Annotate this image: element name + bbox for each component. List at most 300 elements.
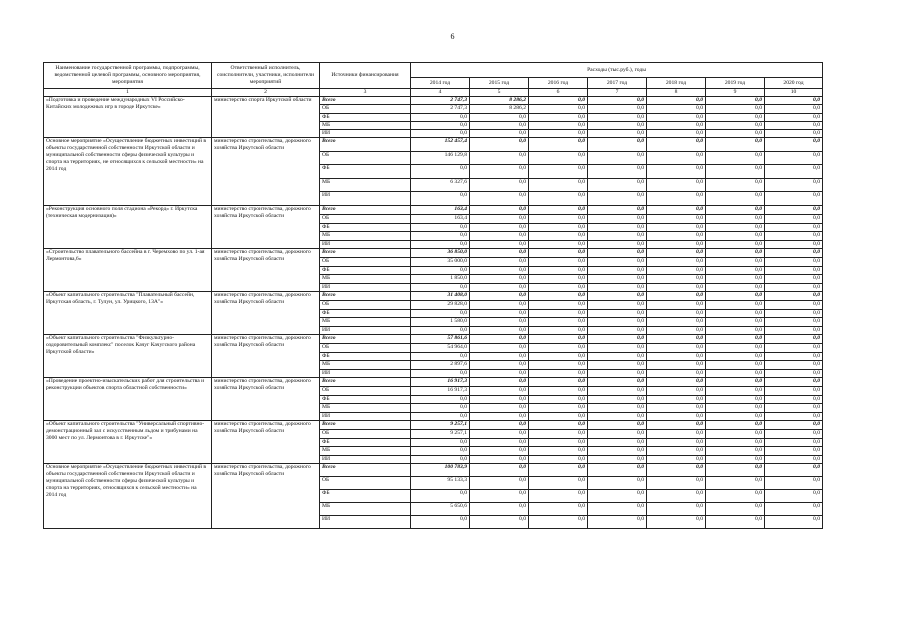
amount-cell: 0,0	[765, 165, 823, 179]
amount-cell: 0,0	[588, 241, 647, 249]
amount-cell: 0,0	[706, 387, 765, 396]
amount-cell: 54 964,0	[411, 344, 470, 353]
amount-cell: 0,0	[647, 192, 706, 206]
amount-cell: 0,0	[647, 335, 706, 344]
amount-cell: 0,0	[529, 105, 588, 114]
amount-cell: 1 580,0	[411, 318, 470, 327]
financing-source-cell: ОБ	[320, 105, 411, 114]
amount-cell: 0,0	[529, 241, 588, 249]
amount-cell: 0,0	[765, 258, 823, 267]
financing-source-cell: ОБ	[320, 258, 411, 267]
executor-cell: министерство строительства, дорожного хозяйства Иркутской области	[212, 464, 320, 529]
amount-cell: 0,0	[765, 318, 823, 327]
amount-cell: 0,0	[647, 439, 706, 447]
amount-cell: 0,0	[529, 284, 588, 292]
amount-cell: 0,0	[529, 258, 588, 267]
financing-source-cell: ОБ	[320, 387, 411, 396]
amount-cell: 0,0	[411, 404, 470, 413]
amount-cell: 0,0	[529, 114, 588, 122]
amount-cell: 0,0	[470, 301, 529, 310]
amount-cell: 6 327,6	[411, 179, 470, 192]
amount-cell: 0,0	[411, 516, 470, 529]
amount-cell: 0,0	[647, 516, 706, 529]
amount-cell: 0,0	[529, 404, 588, 413]
amount-cell: 0,0	[706, 114, 765, 122]
amount-cell: 0,0	[647, 378, 706, 387]
amount-cell: 0,0	[706, 275, 765, 284]
amount-cell: 0,0	[588, 370, 647, 378]
amount-cell: 0,0	[647, 275, 706, 284]
financing-source-cell: ИИ	[320, 516, 411, 529]
amount-cell: 0,0	[470, 361, 529, 370]
amount-cell: 0,0	[647, 490, 706, 503]
executor-cell: министерство строительства, дорожного хозяйства Иркутской области	[212, 335, 320, 378]
financing-source-cell: ОБ	[320, 430, 411, 439]
amount-cell: 0,0	[647, 215, 706, 224]
amount-cell: 1 850,0	[411, 275, 470, 284]
amount-cell: 0,0	[470, 327, 529, 335]
amount-cell: 0,0	[470, 490, 529, 503]
financing-source-cell: Всего	[320, 464, 411, 477]
financing-source-cell: Всего	[320, 421, 411, 430]
financing-source-cell: ОБ	[320, 477, 411, 490]
amount-cell: 0,0	[470, 318, 529, 327]
amount-cell: 0,0	[529, 179, 588, 192]
amount-cell: 0,0	[706, 378, 765, 387]
amount-cell: 0,0	[647, 179, 706, 192]
amount-cell: 0,0	[529, 387, 588, 396]
amount-cell: 0,0	[706, 335, 765, 344]
amount-cell: 0,0	[706, 464, 765, 477]
amount-cell: 0,0	[647, 249, 706, 258]
amount-cell: 0,0	[765, 464, 823, 477]
amount-cell: 0,0	[588, 122, 647, 130]
amount-cell: 0,0	[765, 503, 823, 516]
amount-cell: 0,0	[706, 430, 765, 439]
financing-source-cell: МБ	[320, 503, 411, 516]
executor-cell: министерство строительства, дорожного хозяйства Иркутской области	[212, 378, 320, 421]
amount-cell: 0,0	[470, 353, 529, 361]
header-year: 2015 год	[470, 78, 529, 89]
financing-source-cell: МБ	[320, 318, 411, 327]
amount-cell: 0,0	[411, 490, 470, 503]
amount-cell: 0,0	[647, 361, 706, 370]
financing-source-cell: МБ	[320, 179, 411, 192]
financing-source-cell: МБ	[320, 447, 411, 456]
amount-cell: 0,0	[647, 370, 706, 378]
amount-cell: 0,0	[765, 292, 823, 301]
amount-cell: 0,0	[588, 327, 647, 335]
column-number: 4	[411, 89, 470, 97]
amount-cell: 0,0	[765, 516, 823, 529]
financing-source-cell: ФБ	[320, 439, 411, 447]
amount-cell: 0,0	[706, 292, 765, 301]
amount-cell: 0,0	[765, 430, 823, 439]
amount-cell: 0,0	[470, 122, 529, 130]
amount-cell: 0,0	[706, 327, 765, 335]
amount-cell: 0,0	[411, 224, 470, 232]
header-year: 2020 год	[765, 78, 823, 89]
amount-cell: 8 286,2	[470, 97, 529, 105]
amount-cell: 0,0	[706, 310, 765, 318]
amount-cell: 0,0	[588, 114, 647, 122]
amount-cell: 0,0	[706, 421, 765, 430]
amount-cell: 0,0	[765, 152, 823, 165]
amount-cell: 0,0	[470, 138, 529, 152]
program-name-cell: «Объект капитального строительства "Физкультурно-оздоровительный комплекс" поселок Качуг Качугского района Иркутской области»	[44, 335, 212, 378]
amount-cell: 57 861,6	[411, 335, 470, 344]
amount-cell: 0,0	[470, 439, 529, 447]
financing-source-cell: Всего	[320, 97, 411, 105]
amount-cell: 0,0	[588, 503, 647, 516]
program-name-cell: «Объект капитального строительства "Универсальный спортивно-демонстрационный зал с искусственным льдом и трибунами на 3000 мест по ул. Лермонтова в г. Иркутске"»	[44, 421, 212, 464]
executor-cell: министерство спорта Иркутской области	[212, 97, 320, 138]
header-executor: Ответственный исполнитель, соисполнители, участники, исполнители мероприятий	[212, 63, 320, 89]
header-row	[44, 63, 823, 78]
amount-cell: 0,0	[706, 152, 765, 165]
amount-cell: 0,0	[647, 130, 706, 138]
amount-cell: 0,0	[588, 97, 647, 105]
header-program-name: Наименование государственной программы, подпрограммы, ведомственной целевой программы, основного мероприятия, мероприятия	[44, 63, 212, 89]
amount-cell: 0,0	[647, 327, 706, 335]
executor-cell: министерство строительства, дорожного хозяйства Иркутской области	[212, 138, 320, 206]
table-row	[44, 138, 823, 152]
amount-cell: 0,0	[470, 206, 529, 215]
amount-cell: 0,0	[411, 310, 470, 318]
amount-cell: 0,0	[647, 344, 706, 353]
amount-cell: 0,0	[765, 224, 823, 232]
amount-cell: 0,0	[529, 275, 588, 284]
amount-cell: 0,0	[411, 396, 470, 404]
amount-cell: 0,0	[647, 503, 706, 516]
amount-cell: 0,0	[529, 152, 588, 165]
amount-cell: 0,0	[706, 206, 765, 215]
amount-cell: 0,0	[765, 456, 823, 464]
amount-cell: 0,0	[529, 464, 588, 477]
financing-source-cell: Всего	[320, 138, 411, 152]
amount-cell: 0,0	[588, 490, 647, 503]
amount-cell: 0,0	[765, 327, 823, 335]
amount-cell: 0,0	[588, 258, 647, 267]
amount-cell: 16 917,3	[411, 378, 470, 387]
financing-source-cell: МБ	[320, 275, 411, 284]
amount-cell: 0,0	[706, 516, 765, 529]
amount-cell: 0,0	[706, 224, 765, 232]
amount-cell: 0,0	[470, 267, 529, 275]
amount-cell: 0,0	[588, 310, 647, 318]
amount-cell: 0,0	[588, 421, 647, 430]
amount-cell: 0,0	[647, 447, 706, 456]
amount-cell: 0,0	[411, 165, 470, 179]
amount-cell: 0,0	[411, 327, 470, 335]
table-row	[44, 421, 823, 430]
financing-source-cell: ОБ	[320, 215, 411, 224]
column-number: 7	[588, 89, 647, 97]
amount-cell: 0,0	[470, 370, 529, 378]
amount-cell: 0,0	[647, 206, 706, 215]
amount-cell: 0,0	[765, 370, 823, 378]
amount-cell: 0,0	[706, 447, 765, 456]
amount-cell: 0,0	[470, 464, 529, 477]
amount-cell: 0,0	[588, 105, 647, 114]
financing-source-cell: Всего	[320, 292, 411, 301]
executor-cell: министерство строительства, дорожного хозяйства Иркутской области	[212, 206, 320, 249]
column-number: 2	[212, 89, 320, 97]
amount-cell: 0,0	[470, 249, 529, 258]
amount-cell: 0,0	[647, 464, 706, 477]
amount-cell: 0,0	[470, 275, 529, 284]
executor-cell: министерство строительства, дорожного хозяйства Иркутской области	[212, 421, 320, 464]
program-name-cell: Основное мероприятие «Осуществление бюджетных инвестиций в объекты государственной собственности Иркутской области и муниципальной собственности сферы физической культуры и спорта на территориях, не относящихся к сельской местности» на 2014 год	[44, 138, 212, 206]
amount-cell: 0,0	[411, 114, 470, 122]
amount-cell: 0,0	[529, 301, 588, 310]
amount-cell: 5 650,6	[411, 503, 470, 516]
amount-cell: 0,0	[706, 439, 765, 447]
amount-cell: 0,0	[765, 344, 823, 353]
amount-cell: 0,0	[470, 192, 529, 206]
column-number: 6	[529, 89, 588, 97]
financing-source-cell: ИИ	[320, 413, 411, 421]
amount-cell: 0,0	[765, 206, 823, 215]
financing-source-cell: МБ	[320, 361, 411, 370]
amount-cell: 0,0	[765, 215, 823, 224]
amount-cell: 0,0	[588, 361, 647, 370]
financing-source-cell: Всего	[320, 335, 411, 344]
amount-cell: 0,0	[765, 421, 823, 430]
amount-cell: 0,0	[411, 353, 470, 361]
amount-cell: 0,0	[765, 192, 823, 206]
amount-cell: 0,0	[529, 361, 588, 370]
amount-cell: 0,0	[470, 310, 529, 318]
amount-cell: 0,0	[529, 122, 588, 130]
amount-cell: 0,0	[765, 310, 823, 318]
amount-cell: 0,0	[765, 138, 823, 152]
amount-cell: 0,0	[588, 447, 647, 456]
financing-source-cell: ФБ	[320, 165, 411, 179]
amount-cell: 0,0	[588, 318, 647, 327]
amount-cell: 0,0	[647, 387, 706, 396]
column-number: 8	[647, 89, 706, 97]
amount-cell: 0,0	[588, 138, 647, 152]
amount-cell: 0,0	[706, 192, 765, 206]
amount-cell: 0,0	[470, 516, 529, 529]
program-name-cell: «Строительство плавательного бассейна в г. Черемхово по ул. 1-ая Лермонтова,6»	[44, 249, 212, 292]
amount-cell: 0,0	[647, 224, 706, 232]
amount-cell: 0,0	[588, 516, 647, 529]
amount-cell: 0,0	[470, 456, 529, 464]
amount-cell: 0,0	[588, 249, 647, 258]
amount-cell: 2 897,6	[411, 361, 470, 370]
amount-cell: 0,0	[706, 105, 765, 114]
amount-cell: 152 457,4	[411, 138, 470, 152]
amount-cell: 0,0	[529, 215, 588, 224]
amount-cell: 0,0	[765, 97, 823, 105]
amount-cell: 8 286,2	[470, 105, 529, 114]
amount-cell: 0,0	[706, 138, 765, 152]
column-number-row	[44, 89, 823, 97]
amount-cell: 0,0	[706, 97, 765, 105]
amount-cell: 0,0	[706, 301, 765, 310]
executor-cell: министерство строительства, дорожного хозяйства Иркутской области	[212, 292, 320, 335]
amount-cell: 0,0	[765, 396, 823, 404]
amount-cell: 0,0	[411, 413, 470, 421]
amount-cell: 0,0	[647, 310, 706, 318]
amount-cell: 0,0	[706, 477, 765, 490]
amount-cell: 0,0	[588, 456, 647, 464]
amount-cell: 0,0	[588, 439, 647, 447]
amount-cell: 0,0	[588, 179, 647, 192]
amount-cell: 0,0	[588, 378, 647, 387]
amount-cell: 0,0	[470, 232, 529, 241]
amount-cell: 0,0	[706, 165, 765, 179]
amount-cell: 0,0	[765, 275, 823, 284]
amount-cell: 0,0	[411, 267, 470, 275]
amount-cell: 0,0	[647, 114, 706, 122]
amount-cell: 0,0	[529, 292, 588, 301]
amount-cell: 0,0	[529, 267, 588, 275]
amount-cell: 0,0	[588, 130, 647, 138]
amount-cell: 0,0	[765, 232, 823, 241]
amount-cell: 0,0	[588, 165, 647, 179]
amount-cell: 0,0	[529, 477, 588, 490]
financing-source-cell: Всего	[320, 249, 411, 258]
amount-cell: 0,0	[647, 241, 706, 249]
amount-cell: 0,0	[588, 353, 647, 361]
table-row	[44, 249, 823, 258]
financing-source-cell: ОБ	[320, 152, 411, 165]
amount-cell: 0,0	[765, 105, 823, 114]
amount-cell: 0,0	[647, 430, 706, 439]
amount-cell: 16 917,3	[411, 387, 470, 396]
amount-cell: 0,0	[706, 122, 765, 130]
amount-cell: 0,0	[588, 477, 647, 490]
amount-cell: 0,0	[411, 192, 470, 206]
amount-cell: 0,0	[529, 396, 588, 404]
amount-cell: 0,0	[706, 413, 765, 421]
table-row	[44, 292, 823, 301]
amount-cell: 0,0	[706, 267, 765, 275]
amount-cell: 0,0	[706, 456, 765, 464]
amount-cell: 0,0	[470, 430, 529, 439]
amount-cell: 0,0	[588, 267, 647, 275]
financing-source-cell: ОБ	[320, 344, 411, 353]
amount-cell: 0,0	[470, 344, 529, 353]
amount-cell: 0,0	[529, 456, 588, 464]
amount-cell: 0,0	[470, 241, 529, 249]
amount-cell: 0,0	[765, 490, 823, 503]
amount-cell: 0,0	[765, 241, 823, 249]
amount-cell: 0,0	[529, 430, 588, 439]
financing-source-cell: ИИ	[320, 192, 411, 206]
amount-cell: 0,0	[470, 378, 529, 387]
amount-cell: 0,0	[647, 97, 706, 105]
amount-cell: 0,0	[647, 284, 706, 292]
amount-cell: 35 000,0	[411, 258, 470, 267]
amount-cell: 0,0	[588, 284, 647, 292]
amount-cell: 0,0	[470, 165, 529, 179]
amount-cell: 0,0	[588, 396, 647, 404]
amount-cell: 0,0	[765, 130, 823, 138]
amount-cell: 0,0	[647, 421, 706, 430]
amount-cell: 0,0	[706, 503, 765, 516]
amount-cell: 0,0	[470, 413, 529, 421]
amount-cell: 0,0	[765, 114, 823, 122]
amount-cell: 0,0	[470, 447, 529, 456]
column-number: 9	[706, 89, 765, 97]
amount-cell: 0,0	[706, 490, 765, 503]
financing-source-cell: ФБ	[320, 310, 411, 318]
table-row	[44, 378, 823, 387]
amount-cell: 0,0	[529, 224, 588, 232]
amount-cell: 0,0	[647, 152, 706, 165]
table-row	[44, 97, 823, 105]
financing-source-cell: ИИ	[320, 130, 411, 138]
amount-cell: 0,0	[529, 327, 588, 335]
amount-cell: 0,0	[529, 439, 588, 447]
amount-cell: 0,0	[470, 396, 529, 404]
financing-source-cell: Всего	[320, 378, 411, 387]
amount-cell: 0,0	[706, 284, 765, 292]
amount-cell: 0,0	[647, 353, 706, 361]
amount-cell: 0,0	[529, 206, 588, 215]
amount-cell: 0,0	[588, 232, 647, 241]
amount-cell: 0,0	[647, 232, 706, 241]
amount-cell: 0,0	[765, 413, 823, 421]
column-number: 3	[320, 89, 411, 97]
amount-cell: 9 257,1	[411, 421, 470, 430]
amount-cell: 0,0	[588, 224, 647, 232]
amount-cell: 0,0	[706, 241, 765, 249]
financing-source-cell: ИИ	[320, 456, 411, 464]
column-number: 5	[470, 89, 529, 97]
amount-cell: 29 828,0	[411, 301, 470, 310]
amount-cell: 0,0	[470, 152, 529, 165]
amount-cell: 0,0	[647, 404, 706, 413]
header-expenses: Расходы (тыс.руб.), годы	[411, 63, 823, 78]
amount-cell: 0,0	[411, 439, 470, 447]
amount-cell: 0,0	[647, 267, 706, 275]
amount-cell: 0,0	[529, 335, 588, 344]
amount-cell: 0,0	[765, 477, 823, 490]
program-name-cell: «Реконструкция основного поля стадиона «Рекорд» г. Иркутска (техническая модернизация)»	[44, 206, 212, 249]
amount-cell: 100 783,9	[411, 464, 470, 477]
amount-cell: 0,0	[529, 165, 588, 179]
amount-cell: 0,0	[529, 192, 588, 206]
amount-cell: 0,0	[647, 165, 706, 179]
amount-cell: 0,0	[647, 138, 706, 152]
amount-cell: 0,0	[647, 318, 706, 327]
amount-cell: 0,0	[470, 258, 529, 267]
amount-cell: 0,0	[411, 370, 470, 378]
amount-cell: 0,0	[706, 370, 765, 378]
page-number: 6	[450, 32, 455, 41]
amount-cell: 0,0	[470, 224, 529, 232]
financing-source-cell: ФБ	[320, 490, 411, 503]
amount-cell: 0,0	[588, 387, 647, 396]
amount-cell: 0,0	[529, 516, 588, 529]
amount-cell: 163,4	[411, 206, 470, 215]
header-financing-source: Источники финансирования	[320, 63, 411, 89]
program-name-cell: «Объект капитального строительства "Плавательный бассейн, Иркутская область, г. Тулун, ул. Урицкого, 13А"»	[44, 292, 212, 335]
amount-cell: 0,0	[647, 122, 706, 130]
amount-cell: 0,0	[470, 387, 529, 396]
amount-cell: 0,0	[411, 456, 470, 464]
amount-cell: 0,0	[588, 430, 647, 439]
financing-source-cell: МБ	[320, 232, 411, 241]
amount-cell: 163,4	[411, 215, 470, 224]
amount-cell: 0,0	[706, 318, 765, 327]
amount-cell: 0,0	[529, 447, 588, 456]
